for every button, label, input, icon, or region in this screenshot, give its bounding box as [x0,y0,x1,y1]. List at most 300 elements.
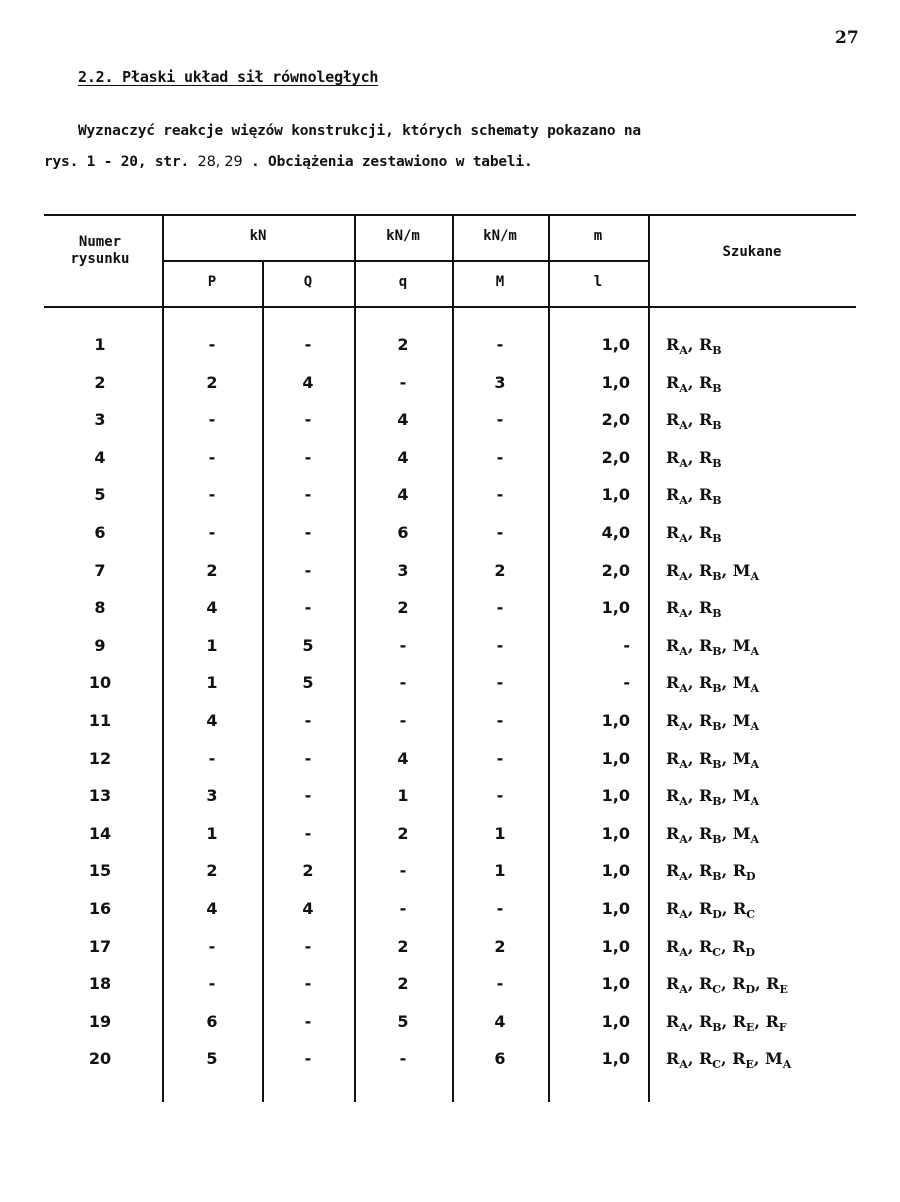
reaction-subscript: A [679,569,688,583]
required-reaction [666,485,688,508]
table-row [44,890,856,928]
cell-q: - [399,861,407,881]
reaction-symbol: R [666,1049,680,1069]
cell-n: 7 [94,560,106,580]
cell-M: - [496,711,504,730]
cell-szukane: $R_A$, $R_B$, $M_A$ [666,711,759,734]
cell-l: 1,0 [601,485,630,505]
cell-n: 14 [88,823,112,843]
cell-M: - [496,899,504,918]
reaction-symbol: M [732,560,751,580]
reaction-subscript: D [712,908,722,922]
cell-q: 4 [397,748,409,768]
reaction-subscript: A [679,344,688,358]
reaction-subscript: D [745,945,756,959]
cell-q: 2 [397,823,409,843]
page-number: 27 [835,28,859,48]
reaction-symbol: R [732,936,746,956]
cell-szukane: $R_A$, $R_C$, $R_E$, $M_A$ [666,1049,792,1072]
reaction-subscript: B [712,607,722,621]
reaction-symbol: R [698,899,713,918]
cell-n: 8 [94,598,106,618]
cell-l: 1,0 [601,786,630,806]
reaction-subscript: A [679,494,688,508]
reaction-subscript: C [712,945,722,959]
reaction-subscript: A [750,757,759,771]
cell-szukane: $R_A$, $R_B$ [666,447,722,470]
cell-P: 3 [206,786,218,806]
reaction-subscript: A [679,381,688,395]
cell-P: - [208,335,216,354]
cell-szukane: $R_A$, $R_B$ [666,410,722,433]
reaction-subscript: B [712,456,722,470]
cell-q: - [399,635,407,655]
cell-Q: - [304,523,312,542]
required-reaction [698,748,722,771]
cell-n: 18 [88,974,112,994]
required-reaction [732,936,756,959]
reaction-subscript: B [712,1020,722,1034]
reaction-subscript: A [750,644,759,658]
header-bottom-rule [44,306,856,308]
cell-Q: 4 [302,372,314,392]
reaction-symbol: R [698,410,713,430]
reaction-symbol: R [666,1011,680,1031]
cell-P: 5 [206,1049,218,1069]
required-reaction [698,1049,722,1072]
cell-Q: - [304,410,312,430]
reaction-subscript: A [679,1058,688,1072]
cell-Q: - [304,447,312,467]
cell-szukane: $R_A$, $R_B$ [666,372,722,395]
reaction-symbol: R [666,598,680,618]
reaction-symbol: R [666,823,680,843]
reaction-subscript: B [712,494,722,508]
required-reaction [666,372,688,395]
required-reaction [666,861,688,884]
cell-n: 20 [88,1049,112,1069]
required-reaction [698,447,722,470]
required-reaction [666,823,688,846]
cell-n: 10 [88,673,112,693]
table-row [44,589,856,627]
reaction-subscript: B [712,644,722,658]
cell-l: 1,0 [601,748,630,768]
cell-M: 1 [494,861,506,881]
reaction-symbol: R [732,974,746,994]
cell-l: 1,0 [601,372,630,392]
cell-n: 13 [88,786,112,806]
cell-l: 1,0 [601,974,630,994]
reaction-subscript: B [712,532,722,546]
required-reaction [666,936,688,959]
required-reaction [732,974,756,997]
cell-n: 3 [94,410,106,430]
reaction-symbol: R [698,673,713,693]
required-reaction [698,974,722,997]
table-row [44,439,856,477]
required-reaction [666,1011,688,1034]
reaction-symbol: R [666,523,680,542]
required-reaction [698,823,722,846]
table-row [44,1003,856,1041]
cell-M: - [496,673,504,693]
cell-q: 3 [397,560,409,580]
cell-M: 3 [494,372,506,392]
cell-l: 1,0 [601,335,630,354]
cell-P: 2 [206,372,218,392]
cell-n: 15 [88,861,112,881]
reaction-subscript: B [712,569,722,583]
cell-Q: - [304,560,312,580]
cell-M: - [496,523,504,542]
reaction-subscript: A [679,795,688,809]
cell-q: 5 [397,1011,409,1031]
required-reaction [666,523,688,546]
cell-l: 2,0 [601,447,630,467]
reaction-subscript: A [679,682,688,696]
reaction-subscript: C [746,908,756,922]
reaction-subscript: E [779,983,788,997]
cell-szukane: $R_A$, $R_B$, $M_A$ [666,673,759,696]
cell-n: 19 [88,1011,112,1031]
cell-szukane: $R_A$, $R_B$ [666,523,722,546]
reaction-symbol: R [698,786,713,806]
reaction-symbol: R [732,1011,747,1031]
reaction-symbol: R [765,1011,779,1031]
cell-n: 9 [94,635,106,655]
reaction-subscript: A [679,419,688,433]
cell-P: 4 [206,711,218,730]
required-reaction [732,748,759,771]
cell-l: 1,0 [601,861,630,881]
reaction-subscript: A [679,757,688,771]
cell-P: 2 [206,861,218,881]
reaction-symbol: R [766,974,780,994]
intro-paragraph [44,116,844,178]
cell-Q: - [304,823,312,843]
cell-szukane: $R_A$, $R_B$ [666,335,722,358]
cell-P: - [208,748,216,768]
cell-n: 1 [94,335,106,354]
cell-n: 4 [94,447,106,467]
header-col-q: q [398,274,408,290]
cell-n: 6 [94,523,106,542]
reaction-symbol: R [666,372,680,392]
reaction-symbol: R [666,748,680,768]
reaction-symbol: R [698,1049,713,1069]
required-reaction [698,335,722,358]
table-row [44,928,856,966]
required-reaction [698,410,722,433]
cell-l: - [623,673,630,693]
intro-page-refs: 28, 29 [197,154,243,170]
cell-q: 2 [397,598,409,618]
cell-M: 2 [494,560,506,580]
reaction-subscript: A [750,569,759,583]
reaction-symbol: M [732,823,751,843]
cell-Q: - [304,485,312,505]
required-reaction [698,560,722,583]
cell-l: 1,0 [601,899,630,918]
cell-M: 2 [494,936,506,956]
required-reaction [732,786,759,809]
reaction-symbol: R [732,861,747,881]
required-reaction [666,899,688,922]
reaction-symbol: R [698,335,713,354]
cell-P: 4 [206,598,218,618]
required-reaction [698,673,722,696]
reaction-symbol: R [666,673,680,693]
reaction-symbol: R [666,974,680,994]
cell-n: 11 [88,711,112,730]
cell-q: - [399,711,407,730]
required-reaction [765,1049,792,1072]
reaction-subscript: B [712,344,722,358]
cell-P: - [208,410,216,430]
reaction-symbol: R [666,861,680,881]
required-reaction [666,748,688,771]
table-row [44,740,856,778]
required-reaction [698,711,722,734]
required-reaction [666,635,688,658]
reaction-symbol: R [732,899,747,918]
cell-szukane: $R_A$, $R_B$ [666,485,722,508]
cell-q: 4 [397,447,409,467]
cell-M: 6 [494,1049,506,1069]
header-unit-m: m [593,228,603,244]
cell-szukane: $R_A$, $R_B$, $M_A$ [666,560,759,583]
cell-n: 17 [88,936,112,956]
reaction-subscript: A [782,1058,792,1072]
reaction-subscript: A [679,832,688,846]
reaction-symbol: R [698,711,713,730]
reaction-subscript: A [750,832,759,846]
required-reaction [666,673,688,696]
cell-P: - [208,447,216,467]
reaction-symbol: R [666,899,680,918]
required-reaction [732,635,759,658]
header-unit-kNm-M: kN/m [483,228,517,244]
cell-P: 1 [206,673,218,693]
reaction-symbol: R [698,823,713,843]
cell-szukane: $R_A$, $R_B$, $M_A$ [666,748,759,771]
reaction-subscript: C [712,1058,722,1072]
reaction-subscript: A [679,644,688,658]
reaction-symbol: R [666,447,680,467]
cell-M: - [496,485,504,505]
cell-q: 2 [397,936,409,956]
cell-Q: - [304,1011,312,1031]
cell-P: 2 [206,560,218,580]
cell-n: 12 [88,748,112,768]
cell-l: 2,0 [601,560,630,580]
reaction-symbol: R [666,786,680,806]
header-unit-kN: kN [249,228,267,244]
cell-M: - [496,410,504,430]
table-row [44,552,856,590]
required-reaction [698,936,722,959]
required-reaction [766,974,788,997]
cell-P: - [208,936,216,956]
reaction-subscript: B [712,870,722,884]
required-reaction [698,899,722,922]
reaction-symbol: R [666,335,680,354]
reaction-symbol: R [698,635,713,655]
cell-l: 1,0 [601,936,630,956]
cell-n: 2 [94,372,106,392]
cell-P: 1 [206,823,218,843]
required-reaction [698,372,722,395]
cell-Q: 5 [302,635,314,655]
cell-M: - [496,635,504,655]
required-reaction [666,974,688,997]
cell-M: - [496,748,504,768]
table-row [44,401,856,439]
cell-szukane: $R_A$, $R_C$, $R_D$, $R_E$ [666,974,788,997]
required-reaction [732,899,756,922]
required-reaction [732,673,759,696]
required-reaction [698,523,722,546]
cell-l: 1,0 [601,823,630,843]
reaction-subscript: A [679,720,688,734]
cell-szukane: $R_A$, $R_C$, $R_D$ [666,936,756,959]
cell-M: - [496,974,504,994]
required-reaction [698,861,722,884]
header-col-Q: Q [303,274,313,290]
header-sub-rule [162,260,648,262]
reaction-subscript: A [679,983,688,997]
reaction-symbol: R [666,410,680,430]
required-reaction [666,447,688,470]
cell-P: - [208,485,216,505]
cell-M: - [496,335,504,354]
cell-l: - [623,635,630,655]
reaction-subscript: B [712,757,722,771]
reaction-symbol: R [666,936,680,956]
reaction-subscript: A [679,607,688,621]
intro-line-2-end: . Obciążenia zestawiono w tabeli. [251,154,533,170]
section-title: 2.2. Płaski układ sił równoległych [78,68,379,86]
cell-q: 2 [397,974,409,994]
cell-szukane: $R_A$, $R_B$, $R_D$ [666,861,756,884]
intro-line-2-start: rys. 1 - 20, str. [44,154,190,170]
cell-Q: - [304,711,312,730]
reaction-subscript: A [679,945,688,959]
cell-szukane: $R_A$, $R_B$ [666,598,722,621]
table-top-rule [44,214,856,216]
required-reaction [666,786,688,809]
table-row [44,514,856,552]
cell-Q: - [304,748,312,768]
required-reaction [732,861,756,884]
reaction-symbol: R [698,598,713,618]
table-row [44,965,856,1003]
cell-q: - [399,899,407,918]
reaction-symbol: R [698,748,713,768]
required-reaction [698,598,722,621]
header-numer: Numer rysunku [70,234,130,267]
header-szukane: Szukane [722,244,782,260]
cell-q: 1 [397,786,409,806]
reaction-symbol: R [698,560,713,580]
cell-q: 4 [397,410,409,430]
reaction-subscript: B [712,832,722,846]
cell-q: - [399,372,407,392]
reaction-symbol: M [732,635,751,655]
intro-line-1: Wyznaczyć reakcje więzów konstrukcji, których schematy pokazano na [78,123,641,139]
reaction-subscript: C [712,983,722,997]
reaction-symbol: M [732,748,751,768]
reaction-symbol: R [666,485,680,505]
cell-M: 4 [494,1011,506,1031]
cell-Q: 4 [302,899,314,918]
cell-Q: - [304,1049,312,1069]
reaction-subscript: A [679,870,688,884]
required-reaction [698,1011,722,1034]
load-table [44,214,856,1102]
reaction-subscript: A [750,720,759,734]
cell-Q: - [304,974,312,994]
table-row [44,777,856,815]
cell-P: - [208,523,216,542]
cell-l: 1,0 [601,711,630,730]
cell-q: 2 [397,335,409,354]
reaction-symbol: M [765,1049,783,1069]
required-reaction [732,560,759,583]
reaction-subscript: A [679,456,688,470]
reaction-symbol: M [732,673,751,693]
reaction-subscript: A [679,1020,688,1034]
cell-M: 1 [494,823,506,843]
intro-line-2 [44,147,844,178]
reaction-symbol: R [698,936,713,956]
reaction-symbol: R [698,372,713,392]
required-reaction [765,1011,787,1034]
table-row [44,364,856,402]
reaction-subscript: E [746,1020,755,1034]
reaction-symbol: R [698,974,713,994]
reaction-symbol: M [732,711,751,730]
required-reaction [732,1011,755,1034]
cell-n: 5 [94,485,106,505]
required-reaction [732,1049,754,1072]
reaction-subscript: D [745,983,756,997]
cell-l: 1,0 [601,1049,630,1069]
reaction-symbol: R [666,635,680,655]
cell-Q: - [304,335,312,354]
cell-q: - [399,1049,407,1069]
cell-Q: - [304,786,312,806]
required-reaction [666,598,688,621]
header-col-l: l [593,274,603,290]
reaction-symbol: R [666,711,680,730]
cell-l: 2,0 [601,410,630,430]
cell-szukane: $R_A$, $R_D$, $R_C$ [666,899,756,922]
cell-Q: - [304,598,312,618]
cell-Q: - [304,936,312,956]
reaction-symbol: M [732,786,751,806]
table-row [44,326,856,364]
reaction-subscript: B [712,381,722,395]
reaction-symbol: R [698,447,713,467]
required-reaction [666,1049,688,1072]
table-row [44,664,856,702]
cell-Q: 5 [302,673,314,693]
cell-q: 4 [397,485,409,505]
table-row [44,815,856,853]
cell-szukane: $R_A$, $R_B$, $M_A$ [666,823,759,846]
